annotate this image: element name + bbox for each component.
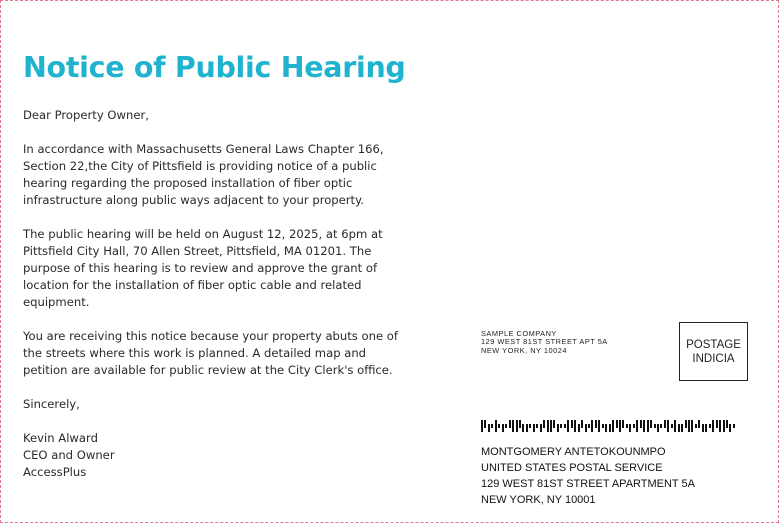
letter-body [23, 107, 408, 481]
barcode-bar [498, 424, 500, 428]
barcode-bar [543, 420, 545, 428]
recipient-line: MONTGOMERY ANTETOKOUNMPO [481, 446, 666, 458]
barcode-bar [553, 420, 555, 428]
barcode-bar [595, 420, 597, 428]
barcode-bar [609, 424, 611, 432]
barcode-bar [647, 420, 649, 432]
barcode-bar [533, 424, 535, 432]
barcode-bar [709, 424, 711, 428]
barcode-bar [688, 420, 690, 432]
barcode-bar [602, 424, 604, 428]
return-address-line: 129 WEST 81ST STREET APT 5A [481, 337, 608, 347]
recipient-line: NEW YORK, NY 10001 [481, 494, 596, 506]
barcode-bar [726, 420, 728, 428]
closing: Sincerely, [23, 397, 80, 411]
intelligent-mail-barcode [481, 420, 741, 432]
barcode-bar [619, 420, 621, 432]
signature-block [23, 430, 408, 481]
barcode-bar [691, 420, 693, 432]
greeting: Dear Property Owner, [23, 108, 149, 122]
barcode-bar [536, 424, 538, 428]
barcode-bar [660, 424, 662, 428]
return-address-line: SAMPLE COMPANY [481, 329, 557, 338]
barcode-bar [581, 420, 583, 428]
paragraph-hearing-details: The public hearing will be held on August 12, 2025, at 6pm at Pittsfield City Hall, 70 Allen Street, Pittsfield, MA 01201. The purpose of this hearing is to review and approve the grant of location for the installation of fiber optic cable and related equipment. [23, 227, 383, 309]
barcode-bar [481, 420, 483, 432]
barcode-bar [578, 424, 580, 432]
barcode-bar [622, 420, 624, 428]
barcode-bar [685, 420, 687, 428]
barcode-bar [626, 424, 628, 428]
barcode-bar [657, 424, 659, 432]
barcode-bar [505, 424, 507, 428]
barcode-bar [636, 420, 638, 432]
recipient-line: 129 WEST 81ST STREET APARTMENT 5A [481, 478, 695, 490]
postage-label-line: INDICIA [692, 352, 735, 365]
barcode-bar [716, 420, 718, 428]
barcode-bar [633, 424, 635, 428]
barcode-bar [491, 424, 493, 428]
barcode-bar [678, 424, 680, 432]
barcode-bar [681, 424, 683, 432]
barcode-bar [512, 420, 514, 432]
barcode-bar [698, 420, 700, 428]
barcode-bar [529, 424, 531, 428]
barcode-bar [547, 420, 549, 432]
barcode-bar [502, 424, 504, 432]
barcode-bar [664, 420, 666, 428]
barcode-bar [616, 420, 618, 428]
barcode-bar [702, 424, 704, 432]
signer-role: CEO and Owner [23, 448, 115, 462]
postage-indicia-label [686, 338, 741, 366]
barcode-bar [674, 420, 676, 432]
recipient-address [481, 444, 695, 508]
barcode-bar [526, 424, 528, 432]
barcode-bar [519, 420, 521, 428]
return-address-line: NEW YORK, NY 10024 [481, 345, 567, 355]
barcode-bar [484, 420, 486, 428]
barcode-bar [719, 420, 721, 432]
paragraph-intro: In accordance with Massachusetts General Laws Chapter 166, Section 22,the City of Pittsfield is providing notice of a public hearing regarding the proposed installation of fiber optic infrastructure along public ways adjacent to your property. [23, 142, 384, 207]
barcode-bar [654, 424, 656, 428]
paragraph-reason: You are receiving this notice because your property abuts one of the streets where this work is planned. A detailed map and petition are available for public review at the City Clerk's office. [23, 329, 398, 377]
postage-indicia-box [679, 322, 748, 381]
barcode-bar [495, 420, 497, 432]
barcode-bar [695, 424, 697, 428]
barcode-bar [564, 424, 566, 428]
barcode-bar [574, 420, 576, 432]
barcode-bar [516, 420, 518, 432]
barcode-bar [571, 420, 573, 428]
barcode-bar [560, 424, 562, 428]
barcode-bar [522, 424, 524, 432]
barcode-bar [612, 420, 614, 432]
barcode-bar [640, 420, 642, 428]
barcode-bar [629, 424, 631, 432]
barcode-bar [667, 420, 669, 432]
barcode-bar [671, 424, 673, 428]
barcode-bar [729, 424, 731, 432]
barcode-bar [588, 424, 590, 428]
barcode-bar [557, 424, 559, 432]
barcode-bar [567, 420, 569, 432]
barcode-bar [540, 424, 542, 432]
barcode-bar [605, 424, 607, 432]
barcode-bar [723, 420, 725, 432]
barcode-bar [733, 424, 735, 428]
signer-company: AccessPlus [23, 465, 87, 479]
barcode-bar [643, 420, 645, 432]
recipient-line: UNITED STATES POSTAL SERVICE [481, 462, 663, 474]
barcode-bar [591, 420, 593, 432]
barcode-bar [509, 420, 511, 428]
barcode-bar [712, 420, 714, 432]
barcode-bar [550, 420, 552, 432]
barcode-bar [585, 424, 587, 432]
signer-name: Kevin Alward [23, 431, 98, 445]
postage-label-line: POSTAGE [686, 338, 741, 351]
notice-title: Notice of Public Hearing [23, 51, 406, 84]
return-address [481, 330, 608, 355]
barcode-bar [705, 424, 707, 432]
barcode-bar [650, 420, 652, 428]
barcode-bar [598, 420, 600, 432]
barcode-bar [488, 424, 490, 432]
